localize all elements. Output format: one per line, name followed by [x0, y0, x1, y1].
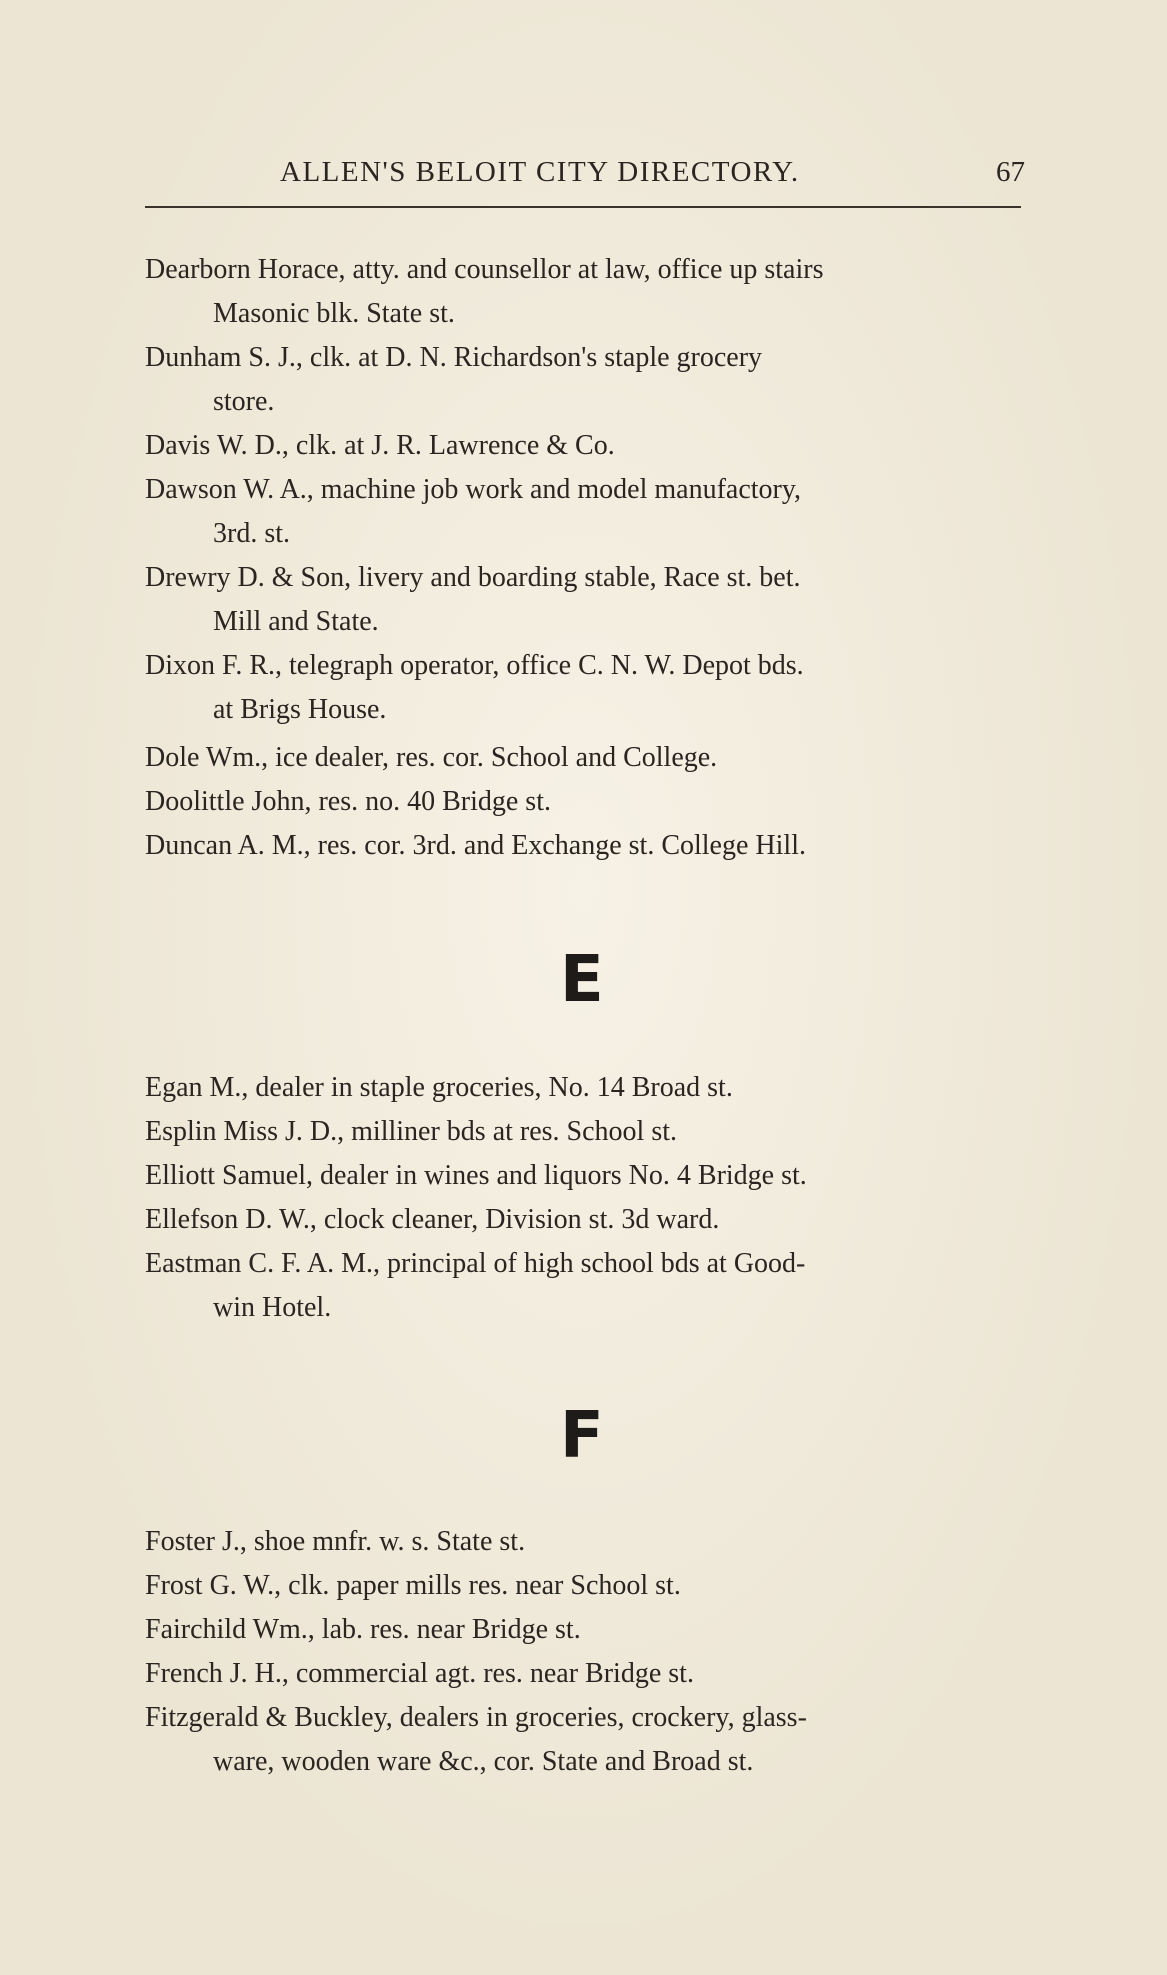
entry-line: Dixon F. R., telegraph operator, office C. N. W. Depot bds. [145, 650, 804, 681]
directory-entry [145, 336, 1025, 424]
entry-line: Foster J., shoe mnfr. w. s. State st. [145, 1526, 526, 1557]
running-head [145, 152, 1025, 192]
entry-line: Dole Wm., ice dealer, res. cor. School and College. [145, 742, 718, 773]
directory-entry [145, 1066, 1025, 1110]
entry-continuation: Mill and State. [213, 606, 379, 637]
directory-entry [145, 1652, 1025, 1696]
running-title: ALLEN'S BELOIT CITY DIRECTORY. [280, 156, 800, 188]
entry-line: Esplin Miss J. D., milliner bds at res. School st. [145, 1116, 677, 1147]
directory-entry [145, 1110, 1025, 1154]
directory-entry [145, 1564, 1025, 1608]
directory-entry [145, 1242, 1025, 1330]
entry-line: Fitzgerald & Buckley, dealers in groceries, crockery, glass- [145, 1702, 807, 1733]
entry-line: Ellefson D. W., clock cleaner, Division st. 3d ward. [145, 1204, 720, 1235]
directory-entry [145, 824, 1025, 868]
entry-continuation: store. [213, 386, 275, 417]
directory-entry [145, 468, 1025, 556]
directory-entry [145, 736, 1025, 780]
directory-entry [145, 1608, 1025, 1652]
directory-entry [145, 248, 1025, 336]
entry-line: Dawson W. A., machine job work and model manufactory, [145, 474, 802, 505]
entry-line: Doolittle John, res. no. 40 Bridge st. [145, 786, 551, 817]
entry-line: Fairchild Wm., lab. res. near Bridge st. [145, 1614, 581, 1645]
directory-entry [145, 424, 1025, 468]
directory-entry [145, 1198, 1025, 1242]
page-number: 67 [996, 156, 1025, 188]
directory-entry [145, 1520, 1025, 1564]
entry-continuation: 3rd. st. [213, 518, 290, 549]
entry-line: Egan M., dealer in staple groceries, No. 14 Broad st. [145, 1072, 733, 1103]
entry-line: Elliott Samuel, dealer in wines and liquors No. 4 Bridge st. [145, 1160, 807, 1191]
entry-continuation: ware, wooden ware &c., cor. State and Broad st. [213, 1746, 754, 1777]
entry-line: Eastman C. F. A. M., principal of high school bds at Good- [145, 1248, 806, 1279]
entry-line: Dearborn Horace, atty. and counsellor at law, office up stairs [145, 254, 824, 285]
entry-continuation: Masonic blk. State st. [213, 298, 455, 329]
directory-entry [145, 1154, 1025, 1198]
entry-line: Dunham S. J., clk. at D. N. Richardson's staple grocery [145, 342, 763, 373]
directory-entry [145, 644, 1025, 732]
directory-entry [145, 1696, 1025, 1784]
directory-entry [145, 556, 1025, 644]
entry-line: Duncan A. M., res. cor. 3rd. and Exchange st. College Hill. [145, 830, 806, 861]
section-letter-e: E [560, 943, 604, 1017]
entry-line: Frost G. W., clk. paper mills res. near School st. [145, 1570, 681, 1601]
entry-continuation: at Brigs House. [213, 694, 387, 725]
header-rule [145, 206, 1021, 208]
entry-line: French J. H., commercial agt. res. near Bridge st. [145, 1658, 694, 1689]
directory-entry [145, 780, 1025, 824]
entry-line: Drewry D. & Son, livery and boarding stable, Race st. bet. [145, 562, 801, 593]
section-letter-f: F [560, 1399, 604, 1473]
entry-line: Davis W. D., clk. at J. R. Lawrence & Co. [145, 430, 615, 461]
entry-continuation: win Hotel. [213, 1292, 332, 1323]
